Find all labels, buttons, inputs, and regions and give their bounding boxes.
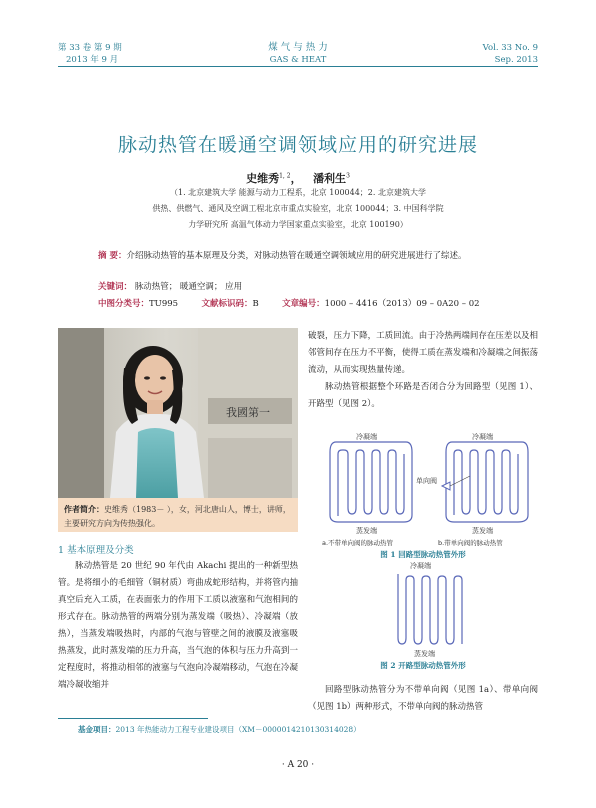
journal-vol-en: Vol. 33 No. 9 Sep. 2013 [482,43,538,65]
classification-line [98,297,538,309]
keywords [98,280,242,292]
section-heading: 1 基本原理及分类 [58,545,134,556]
footnote-rule [58,718,208,719]
figure-2-condenser-label: 冷凝端 [410,562,431,570]
body-paragraph: 脉动热管根据整个环路是否闭合分为回路型（见图 1）、开路型（见图 2）。 [308,382,538,409]
page-number: · A 20 · [281,760,315,770]
authors [0,170,596,186]
body-paragraph: 脉动热管是 20 世纪 90 年代由 Akachi 提出的一种新型热管。是将细小的毛细管（铜材质）弯曲成蛇形结构，并将管内抽真空后充入工质，在表面张力的作用下工质以液塞和气泡相间的形式存在。脉动热管的两端分别为蒸发端（吸热）、冷凝端（放热），当蒸发端吸热时，内部的气泡与管壁之间的液膜及液塞吸热蒸发，此时蒸发端的压力升高，当气泡的体积与压力升高到一定程度时，将推动相邻的液塞与气泡向冷凝端移动，气泡在冷凝端冷凝收缩并 [58,561,298,690]
author-bio-label: 作者简介： [64,504,104,514]
figure-2-diagram [380,560,480,658]
body-paragraph: 回路型脉动热管分为不带单向阀（见图 1a）、带单向阀（见图 1b）两种形式，不带单向阀的脉动热管 [308,685,538,712]
clc-value: TU995 [149,299,179,309]
figure-2-evaporator-label: 蒸发端 [414,650,435,658]
funding-label: 基金项目： [78,725,116,734]
author-separator: ， [290,172,302,185]
keywords-label: 关键词： [98,282,133,292]
affiliation-line: 供热、供燃气、通风及空调工程北京市重点实验室，北京 100044；3. 中国科学院 [152,204,444,213]
affiliation-line: （1. 北京建筑大学 能源与动力工程系，北京 100044；2. 北京建筑大学 [170,188,426,197]
body-paragraph: 破裂，压力下降，工质回流。由于冷热两端间存在压差以及相邻管间存在压力不平衡，使得工质在蒸发端和冷凝端之间振荡流动，从而实现热量传递。 [308,331,538,375]
abstract [78,248,518,264]
figure-1a-evaporator-label: 蒸发端 [356,527,377,535]
journal-volume-issue: 第 33 卷 第 9 期 2013 年 9 月 [58,43,122,65]
header-rule [58,66,538,67]
figure-1 [310,430,540,550]
figure-2-caption: 图 2 开路型脉动热管外形 [380,661,466,670]
abstract-label: 摘 要： [98,251,127,261]
figure-1a-subcaption: a.不带单向阀的脉动热管 [322,539,394,547]
doc-code-value: B [252,299,259,309]
author-1: 史维秀 [246,172,280,185]
doc-code-label: 文献标识码： [201,299,253,309]
figure-1-diagram [310,430,540,550]
figure-1b-subcaption: b.带单向阀的脉动热管 [438,539,503,547]
figure-1b-evaporator-label: 蒸发端 [472,527,493,535]
funding-note [78,724,361,735]
author-bio-text: 史维秀（1983－ ），女，河北唐山人，博士，讲师，主要研究方向为传热强化。 [64,505,291,528]
right-column-text [308,328,538,413]
article-no-value: 1000 – 4416（2013）09 – 0A20 – 02 [324,299,480,309]
abstract-text: 介绍脉动热管的基本原理及分类，对脉动热管在暖通空调领域应用的研究进展进行了综述。 [126,251,467,261]
figure-1-caption: 图 1 回路型脉动热管外形 [380,550,466,559]
figure-1a-condenser-label: 冷凝端 [356,433,377,441]
keywords-text: 脉动热管； 暖通空调； 应用 [134,282,243,292]
author-1-affil: 1, 2 [279,172,291,180]
figure-2 [380,560,480,658]
funding-text: 2013 年热能动力工程专业建设项目（XM－0000014210130314028） [115,725,361,734]
photo-sign-text: 我國第一 [226,406,270,419]
author-photo [58,328,298,498]
author-photo-image [58,328,298,498]
figure-1b-valve-label: 单向阀 [416,477,437,485]
article-no-label: 文章编号： [282,299,325,309]
clc-label: 中图分类号： [98,299,150,309]
affiliation-line: 力学研究所 高温气体动力学国家重点实验室，北京 100190） [188,220,408,229]
journal-name: 煤 气 与 热 力 GAS & HEAT [268,42,328,65]
affiliations [70,185,526,233]
paper-title: 脉动热管在暖通空调领域应用的研究进展 [117,134,478,156]
author-2-affil: 3 [346,172,350,180]
figure-1b-condenser-label: 冷凝端 [472,433,493,441]
author-bio [58,498,298,532]
author-2: 潘利生 [313,172,347,185]
